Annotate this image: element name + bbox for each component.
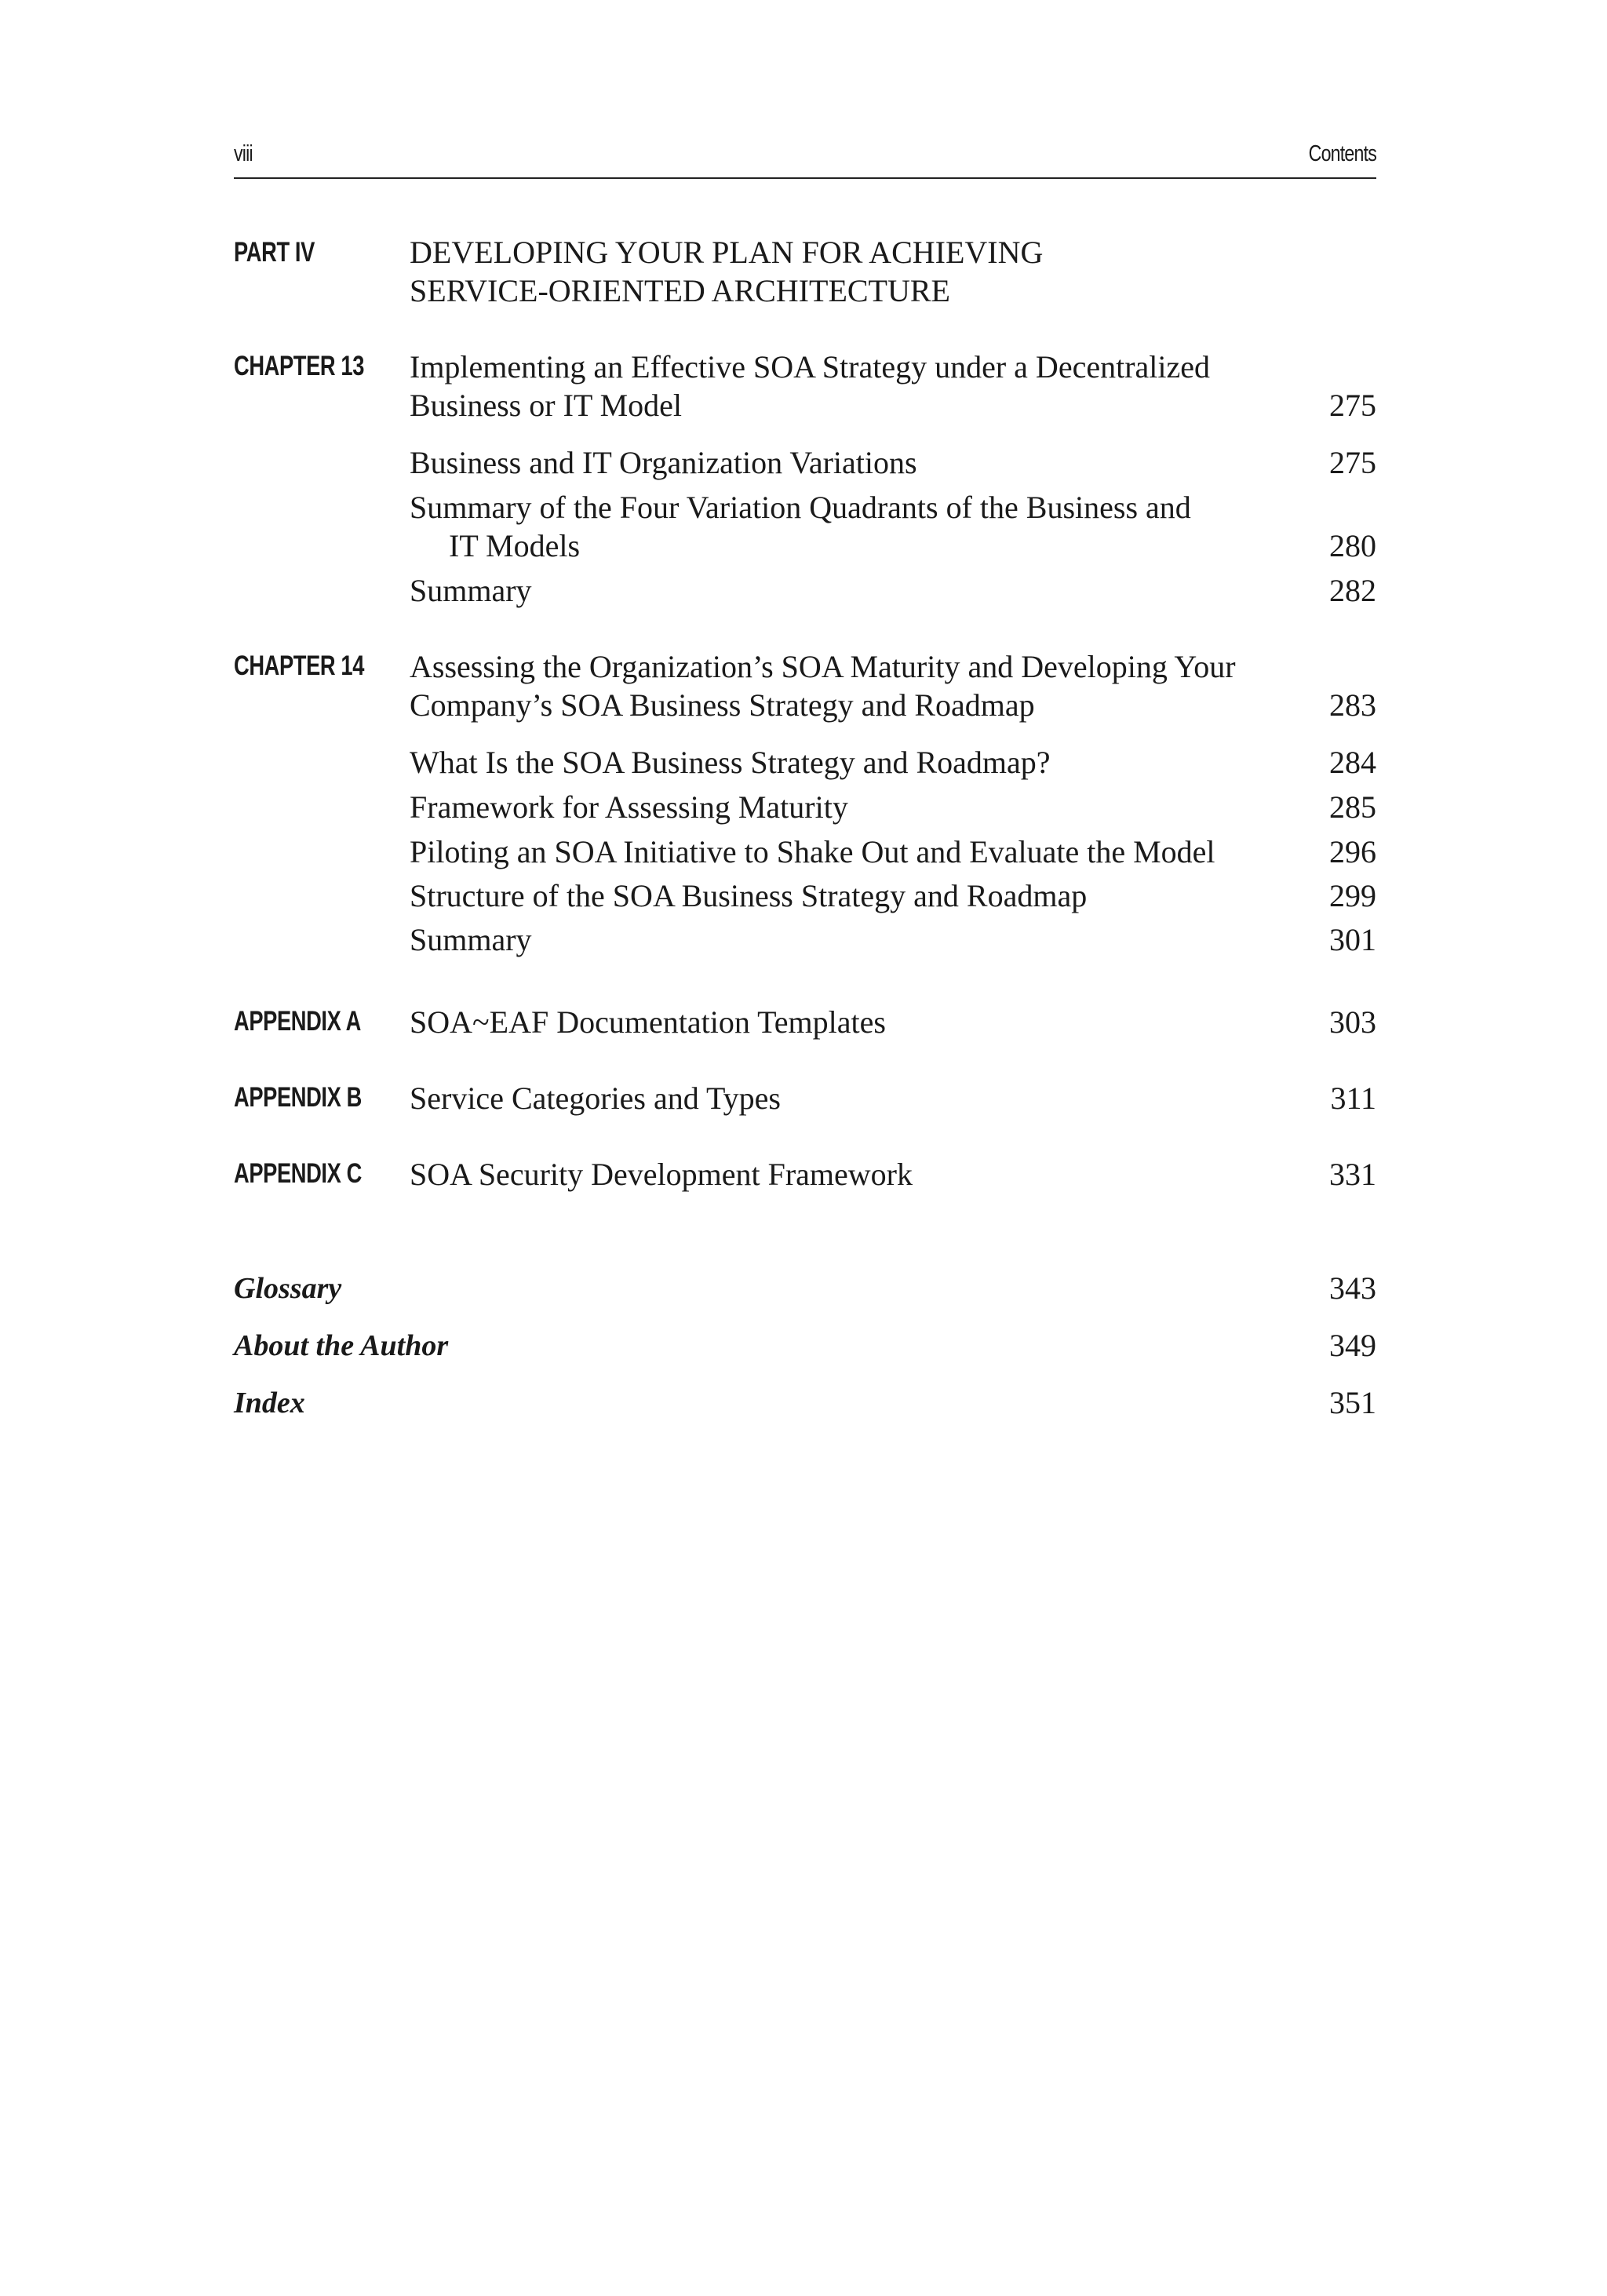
- page-folio: viii: [234, 141, 253, 166]
- toc-entry[interactable]: [410, 920, 532, 959]
- part-label: PART IV: [234, 237, 315, 268]
- appendix-a-title-text: SOA~EAF Documentation Templates: [410, 1004, 886, 1040]
- toc-entry-page: 301: [1329, 922, 1376, 957]
- chapter-13-label: CHAPTER 13: [234, 351, 365, 381]
- appendix-c-title[interactable]: [410, 1155, 913, 1194]
- running-title: Contents: [1308, 141, 1376, 166]
- running-header: [234, 138, 1376, 179]
- toc-entry[interactable]: [410, 743, 1051, 782]
- toc-entry-page: 299: [1329, 878, 1376, 913]
- chapter-14-title-line2: Company’s SOA Business Strategy and Roadmap: [410, 687, 1035, 723]
- toc-entry-page: 284: [1329, 745, 1376, 780]
- chapter-13-title[interactable]: [410, 348, 1210, 425]
- chapter-14-title[interactable]: [410, 647, 1236, 724]
- toc-entry[interactable]: [410, 571, 532, 610]
- toc-entry[interactable]: [410, 788, 848, 826]
- index-page: 351: [1329, 1385, 1376, 1420]
- toc-entry-title: Framework for Assessing Maturity: [410, 789, 848, 825]
- glossary-page: 343: [1329, 1270, 1376, 1306]
- appendix-a-page: 303: [1329, 1004, 1376, 1040]
- toc-entry-page: 280: [1329, 528, 1376, 563]
- toc-entry-title-continued: IT Models: [449, 528, 581, 563]
- toc-entry[interactable]: [410, 443, 917, 482]
- chapter-14-page: 283: [1329, 687, 1376, 723]
- glossary-link[interactable]: Glossary: [234, 1272, 342, 1305]
- toc-entry-page: 285: [1329, 789, 1376, 825]
- toc-entry-title: Summary: [410, 573, 532, 608]
- index-link[interactable]: Index: [234, 1387, 305, 1420]
- toc-entry-title: Summary: [410, 922, 532, 957]
- toc-entry-page: 282: [1329, 573, 1376, 608]
- toc-entry-title: Summary of the Four Variation Quadrants of the Business and: [410, 490, 1191, 525]
- appendix-c-label: APPENDIX C: [234, 1158, 362, 1189]
- part-title-line1: DEVELOPING YOUR PLAN FOR ACHIEVING: [410, 235, 1044, 270]
- toc-entry[interactable]: [410, 488, 1191, 565]
- chapter-13-title-line2: Business or IT Model: [410, 388, 683, 423]
- chapter-13-page: 275: [1329, 388, 1376, 423]
- appendix-a-label: APPENDIX A: [234, 1006, 361, 1037]
- appendix-b-page: 311: [1330, 1081, 1376, 1116]
- toc-entry-title: Structure of the SOA Business Strategy and Roadmap: [410, 878, 1088, 913]
- toc-entry[interactable]: [410, 833, 1215, 871]
- toc-entry-title: Piloting an SOA Initiative to Shake Out and Evaluate the Model: [410, 834, 1215, 869]
- chapter-14-title-line1: Assessing the Organization’s SOA Maturity and Developing Your: [410, 649, 1236, 684]
- toc-entry-title: Business and IT Organization Variations: [410, 445, 917, 480]
- appendix-b-title[interactable]: [410, 1079, 781, 1117]
- toc-entry-title: What Is the SOA Business Strategy and Roadmap?: [410, 745, 1051, 780]
- chapter-13-title-line1: Implementing an Effective SOA Strategy under a Decentralized: [410, 349, 1210, 384]
- appendix-c-page: 331: [1329, 1157, 1376, 1192]
- appendix-b-label: APPENDIX B: [234, 1082, 362, 1113]
- chapter-14-label: CHAPTER 14: [234, 651, 365, 681]
- appendix-b-title-text: Service Categories and Types: [410, 1081, 781, 1116]
- toc-entry-page: 275: [1329, 445, 1376, 480]
- about-author-page: 349: [1329, 1328, 1376, 1363]
- toc-entry-page: 296: [1329, 834, 1376, 869]
- part-title-line2: SERVICE-ORIENTED ARCHITECTURE: [410, 273, 950, 308]
- part-title: [410, 233, 1043, 310]
- toc-entry[interactable]: [410, 876, 1087, 915]
- appendix-a-title[interactable]: [410, 1003, 886, 1041]
- about-author-link[interactable]: About the Author: [234, 1329, 449, 1362]
- appendix-c-title-text: SOA Security Development Framework: [410, 1157, 913, 1192]
